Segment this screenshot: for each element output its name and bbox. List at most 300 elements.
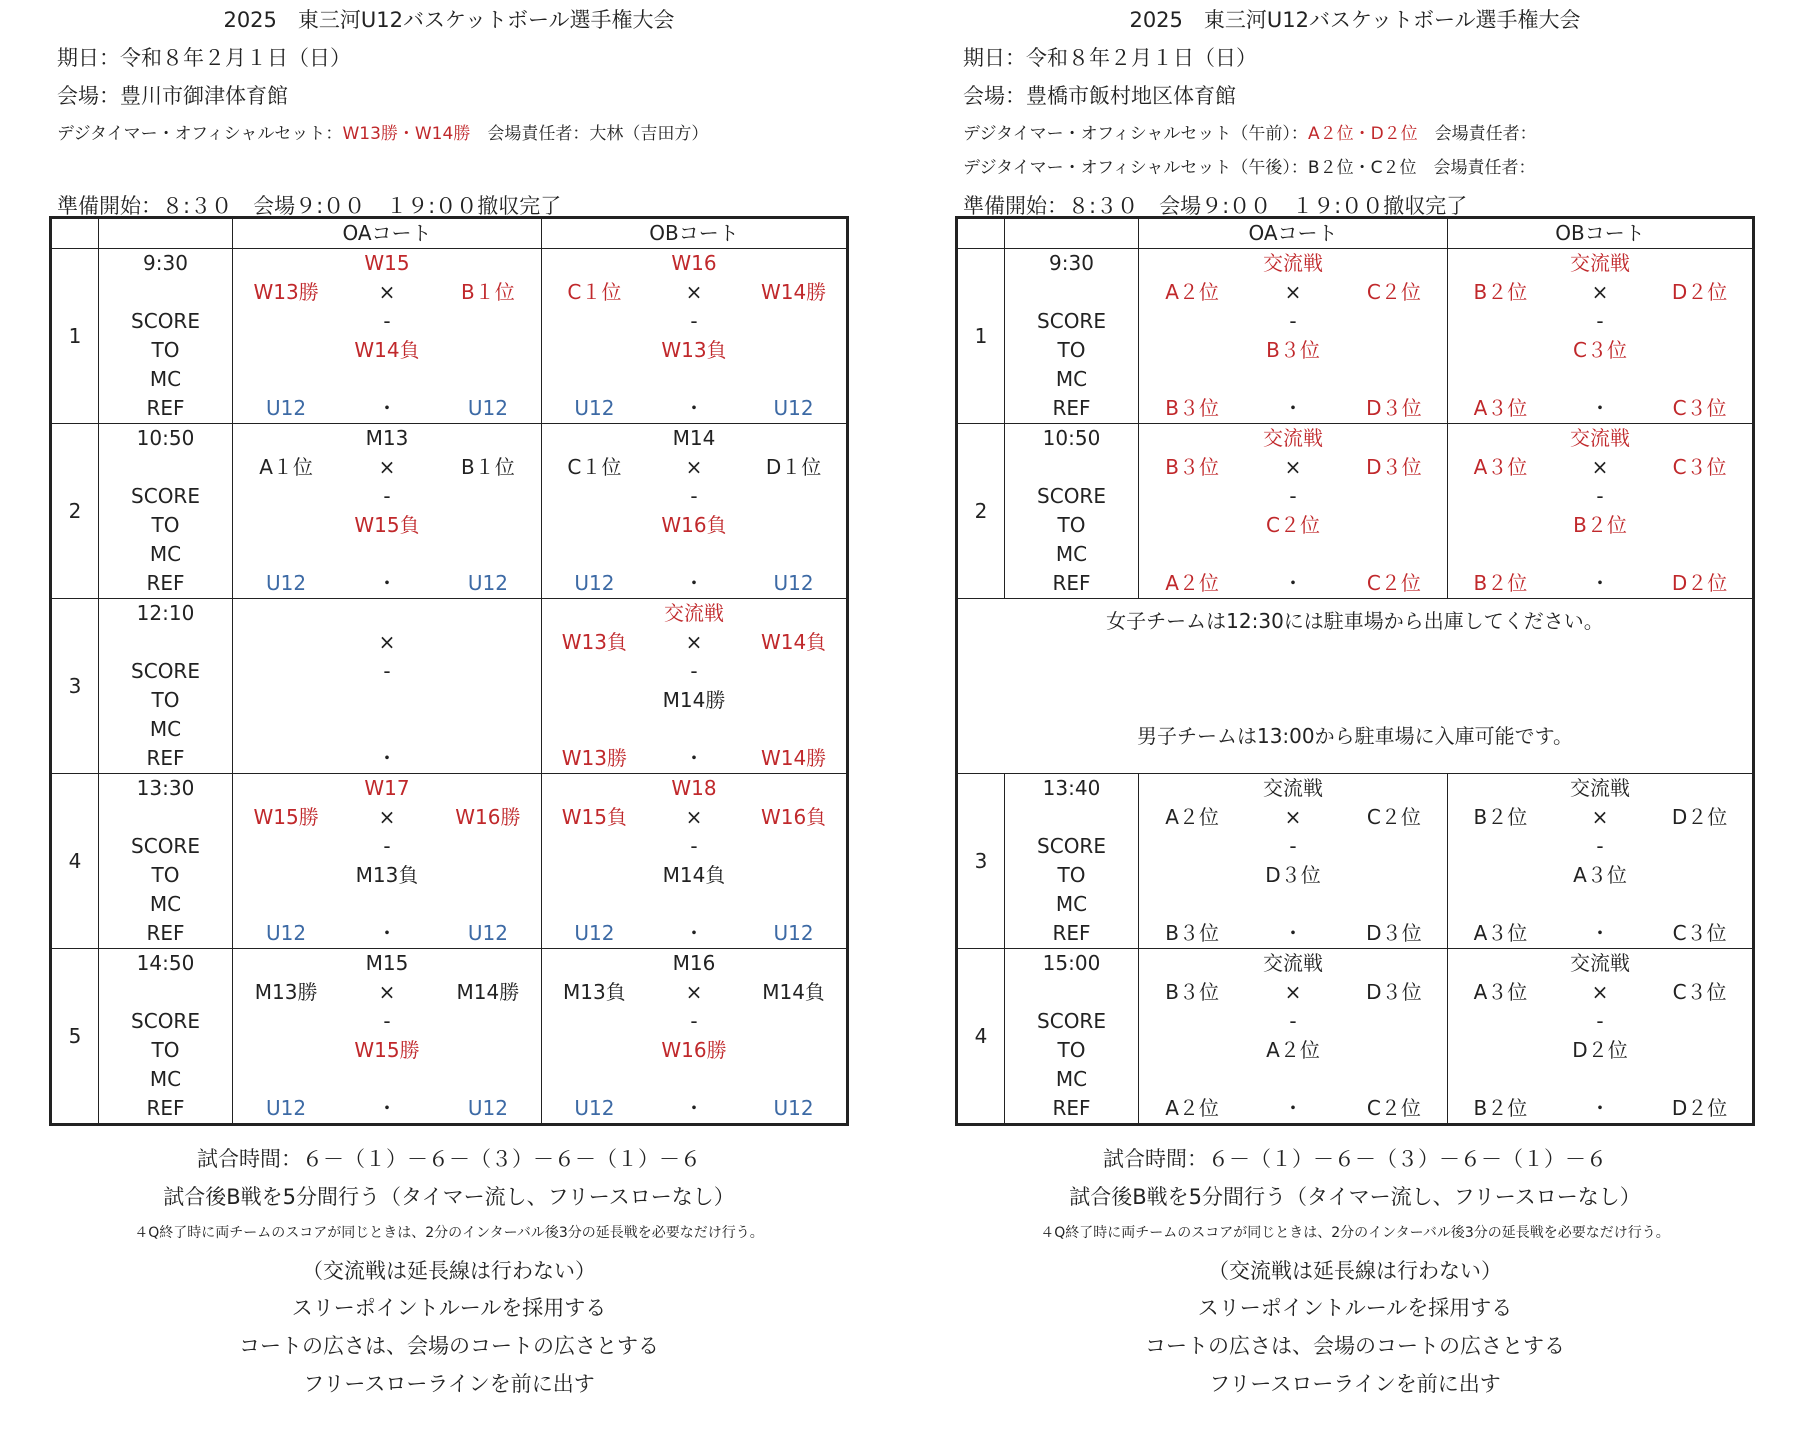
rules-line-6: コートの広さは、会場のコートの広さとする <box>1145 1334 1565 1358</box>
referee-row <box>233 569 541 598</box>
timeout-row <box>233 686 541 715</box>
rules-line-2: 試合後B戦を5分間行う（タイマー流し、フリースローなし） <box>1069 1185 1641 1209</box>
table-header-row <box>51 218 848 249</box>
team-home: A３位 <box>1473 980 1528 1004</box>
score-dash: - <box>690 1009 698 1033</box>
mc-row <box>1448 540 1752 569</box>
match-code-row <box>233 424 541 453</box>
team-away: C３位 <box>1672 980 1727 1004</box>
referee-1: B２位 <box>1473 1096 1528 1120</box>
timeout-row <box>542 511 846 540</box>
timeout-row <box>233 1036 541 1065</box>
timeout-row <box>233 861 541 890</box>
to-label: TO <box>1057 1038 1086 1062</box>
matchup-row <box>542 278 846 307</box>
score-dash: - <box>1596 309 1604 333</box>
versus-mark: × <box>685 280 703 304</box>
timeout-team: W15勝 <box>354 1038 420 1062</box>
matchup-row <box>1448 803 1752 832</box>
time-slot <box>99 599 232 773</box>
matchup-row <box>1139 803 1447 832</box>
rules-line-4: （交流戦は延長線は行わない） <box>302 1259 596 1283</box>
header-cell-3: OBコート <box>1448 218 1754 249</box>
versus-mark: × <box>685 630 703 654</box>
court-a-cell <box>1139 949 1448 1125</box>
rules-line-7: フリースローラインを前に出す <box>1209 1372 1501 1396</box>
match-code: 交流戦 <box>1570 251 1630 275</box>
mc-label: MC <box>149 542 182 566</box>
team-away: M14勝 <box>456 980 520 1004</box>
official-set-segment: デジタイマー・オフィシャルセット： <box>57 124 343 144</box>
match-card <box>1139 424 1447 598</box>
referee-dot: ・ <box>1282 921 1303 945</box>
referee-row <box>233 394 541 423</box>
match-row <box>957 774 1754 949</box>
team-away: B１位 <box>461 280 515 304</box>
versus-mark: × <box>1591 455 1609 479</box>
referee-dot: ・ <box>376 1096 397 1120</box>
matchup-row <box>1139 278 1447 307</box>
match-code: W16 <box>671 251 717 275</box>
referee-1: U12 <box>266 571 307 595</box>
referee-dot: ・ <box>1589 396 1610 420</box>
mc-label: MC <box>149 717 182 741</box>
versus-mark: × <box>1284 980 1302 1004</box>
mc-row <box>542 890 846 919</box>
score-row <box>233 832 541 861</box>
referee-row <box>1139 394 1447 423</box>
round-number: 1 <box>51 249 99 424</box>
rules-line-6: コートの広さは、会場のコートの広さとする <box>239 1334 659 1358</box>
notice-row <box>957 599 1754 774</box>
mc-row <box>1139 890 1447 919</box>
timeout-row <box>1139 861 1447 890</box>
referee-2: C２位 <box>1366 1096 1421 1120</box>
time-slot <box>1005 424 1138 598</box>
score-dash: - <box>690 834 698 858</box>
team-away: M14負 <box>762 980 825 1004</box>
referee-row <box>1139 569 1447 598</box>
to-label: TO <box>151 688 180 712</box>
mc-row <box>542 715 846 744</box>
timeout-row <box>233 336 541 365</box>
time-slot <box>1005 949 1138 1123</box>
mc-label: MC <box>149 367 182 391</box>
timeout-team: A３位 <box>1573 863 1627 887</box>
team-home: W13負 <box>561 630 628 654</box>
court-b-cell <box>1448 774 1754 949</box>
court-a-cell <box>233 424 542 599</box>
score-dash: - <box>1596 1009 1604 1033</box>
referee-2: C３位 <box>1672 396 1727 420</box>
matchup-row <box>1448 453 1752 482</box>
mc-row <box>233 540 541 569</box>
start-time: 15:00 <box>1042 951 1101 975</box>
to-label: TO <box>151 338 180 362</box>
venue: 会場：豊川市御津体育館 <box>57 84 288 108</box>
versus-mark: × <box>1591 280 1609 304</box>
rules-line-3: ４Q終了時に両チームのスコアが同じときは、2分のインターバル後3分の延長戦を必要なだけ行う。 <box>134 1225 764 1241</box>
referee-2: C３位 <box>1672 921 1727 945</box>
referee-2: C２位 <box>1366 571 1421 595</box>
team-away: W14負 <box>760 630 827 654</box>
matchup-row <box>542 803 846 832</box>
to-label: TO <box>1057 513 1086 537</box>
score-dash: - <box>1289 484 1297 508</box>
score-row <box>233 482 541 511</box>
court-a-cell <box>1139 774 1448 949</box>
matchup-row <box>233 978 541 1007</box>
referee-dot: ・ <box>683 921 704 945</box>
rules-line-2: 試合後B戦を5分間行う（タイマー流し、フリースローなし） <box>163 1185 735 1209</box>
match-card <box>233 949 541 1123</box>
score-dash: - <box>383 1009 391 1033</box>
team-away: W16負 <box>760 805 827 829</box>
header-cell-3: OBコート <box>542 218 848 249</box>
round-number: 4 <box>957 949 1005 1125</box>
score-label: SCORE <box>1037 834 1106 858</box>
start-time: 9:30 <box>1049 251 1094 275</box>
match-card <box>1448 249 1752 423</box>
time-slot-cell <box>99 424 233 599</box>
rules-line-3: ４Q終了時に両チームのスコアが同じときは、2分のインターバル後3分の延長戦を必要なだけ行う。 <box>1040 1225 1670 1241</box>
referee-row <box>542 744 846 773</box>
team-away: C２位 <box>1366 280 1421 304</box>
notice-cell <box>957 599 1754 774</box>
match-card <box>542 249 846 423</box>
match-code: 交流戦 <box>1570 776 1630 800</box>
referee-1: U12 <box>266 396 307 420</box>
mc-label: MC <box>149 892 182 916</box>
timeout-team: W16負 <box>661 513 727 537</box>
referee-1: A２位 <box>1165 1096 1219 1120</box>
start-time: 13:40 <box>1042 776 1101 800</box>
match-code-row <box>1448 949 1752 978</box>
score-label: SCORE <box>1037 484 1106 508</box>
score-row <box>1139 307 1447 336</box>
score-dash: - <box>383 484 391 508</box>
time-slot-cell <box>99 599 233 774</box>
match-code-row <box>1448 424 1752 453</box>
referee-dot: ・ <box>376 571 397 595</box>
match-code: 交流戦 <box>1570 951 1630 975</box>
timeout-team: C３位 <box>1573 338 1627 362</box>
court-b-cell <box>542 424 848 599</box>
round-number: 4 <box>51 774 99 949</box>
referee-dot: ・ <box>683 1096 704 1120</box>
score-row <box>542 832 846 861</box>
score-label: SCORE <box>131 309 200 333</box>
timeout-team: C２位 <box>1266 513 1320 537</box>
time-slot <box>99 949 232 1123</box>
score-row <box>542 307 846 336</box>
mc-row <box>233 890 541 919</box>
header-cell-2: OAコート <box>1139 218 1448 249</box>
mc-label: MC <box>1055 892 1088 916</box>
referee-dot: ・ <box>683 396 704 420</box>
mc-row <box>1448 1065 1752 1094</box>
left-sheet <box>49 0 849 1433</box>
match-code-row <box>542 949 846 978</box>
header-cell-0 <box>51 218 99 249</box>
match-card <box>1448 424 1752 598</box>
score-row <box>542 482 846 511</box>
ref-label: REF <box>1052 571 1091 595</box>
match-code: W15 <box>364 251 410 275</box>
match-code: W18 <box>671 776 717 800</box>
timeout-row <box>1448 511 1752 540</box>
referee-1: U12 <box>574 396 615 420</box>
referee-2: D２位 <box>1671 1096 1728 1120</box>
time-slot <box>1005 249 1138 423</box>
mc-row <box>233 365 541 394</box>
start-time: 10:50 <box>136 426 195 450</box>
versus-mark: × <box>685 455 703 479</box>
score-dash: - <box>383 309 391 333</box>
header-cell-1 <box>99 218 233 249</box>
match-card <box>542 949 846 1123</box>
referee-1: W13勝 <box>561 746 628 770</box>
mc-row <box>542 540 846 569</box>
start-time: 9:30 <box>143 251 188 275</box>
matchup-row <box>542 628 846 657</box>
match-row <box>51 599 848 774</box>
matchup-row <box>1139 453 1447 482</box>
match-row <box>51 249 848 424</box>
referee-row <box>1448 394 1752 423</box>
timeout-row <box>542 1036 846 1065</box>
matchup-row <box>1448 278 1752 307</box>
score-dash: - <box>690 484 698 508</box>
versus-mark: × <box>378 805 396 829</box>
matchup-row <box>233 453 541 482</box>
score-row <box>1448 832 1752 861</box>
match-code: M15 <box>365 951 409 975</box>
court-a-cell <box>1139 249 1448 424</box>
score-label: SCORE <box>1037 1009 1106 1033</box>
versus-mark: × <box>1591 805 1609 829</box>
court-b-cell <box>542 949 848 1125</box>
mc-row <box>542 365 846 394</box>
time-slot-cell <box>99 774 233 949</box>
team-home: B２位 <box>1473 805 1528 829</box>
referee-row <box>1448 569 1752 598</box>
score-row <box>1139 1007 1447 1036</box>
event-date: 期日：令和８年２月１日（日） <box>57 46 351 70</box>
timeout-row <box>542 686 846 715</box>
mc-row <box>1448 890 1752 919</box>
referee-dot: ・ <box>1282 571 1303 595</box>
match-code: 交流戦 <box>1263 776 1323 800</box>
rules-line-7: フリースローラインを前に出す <box>303 1372 595 1396</box>
official-set-segment: 会場責任者：大林（吉田方） <box>470 124 709 144</box>
team-away: C２位 <box>1366 805 1421 829</box>
match-code-row <box>542 424 846 453</box>
mc-label: MC <box>1055 542 1088 566</box>
official-set-line <box>963 119 1537 144</box>
ref-label: REF <box>146 1096 185 1120</box>
referee-1: A２位 <box>1165 571 1219 595</box>
referee-row <box>1139 1094 1447 1123</box>
referee-1: A３位 <box>1473 921 1528 945</box>
score-label: SCORE <box>131 1009 200 1033</box>
ref-label: REF <box>1052 396 1091 420</box>
match-code: 交流戦 <box>664 601 724 625</box>
match-code-row <box>233 774 541 803</box>
rules-line-1: 試合時間：６－（１）－６－（３）－６－（１）－６ <box>197 1147 701 1171</box>
score-row <box>233 307 541 336</box>
match-card <box>233 249 541 423</box>
match-row <box>957 249 1754 424</box>
score-row <box>1139 482 1447 511</box>
court-a-cell <box>233 774 542 949</box>
referee-2: U12 <box>467 571 508 595</box>
timeout-row <box>542 861 846 890</box>
court-b-cell <box>542 774 848 949</box>
time-slot-cell <box>99 949 233 1125</box>
team-home: B３位 <box>1165 980 1219 1004</box>
court-b-cell <box>1448 949 1754 1125</box>
referee-2: U12 <box>773 396 814 420</box>
team-away: D３位 <box>1366 455 1422 479</box>
match-row <box>957 949 1754 1125</box>
referee-1: U12 <box>266 921 307 945</box>
referee-1: U12 <box>574 921 615 945</box>
matchup-row <box>233 803 541 832</box>
to-label: TO <box>1057 863 1086 887</box>
official-set-segment: W13勝・W14勝 <box>342 124 471 144</box>
ref-label: REF <box>1052 921 1091 945</box>
match-code-row <box>233 249 541 278</box>
mc-row <box>1139 540 1447 569</box>
time-slot-cell <box>99 249 233 424</box>
match-code: W17 <box>364 776 410 800</box>
time-slot-cell <box>1005 949 1139 1125</box>
team-home: W13勝 <box>253 280 319 304</box>
team-home: A２位 <box>1165 280 1219 304</box>
match-code: M14 <box>672 426 716 450</box>
matchup-row <box>1448 978 1752 1007</box>
referee-dot: ・ <box>1282 1096 1303 1120</box>
referee-1: U12 <box>574 1096 615 1120</box>
referee-dot: ・ <box>1282 396 1303 420</box>
match-code-row <box>542 249 846 278</box>
score-label: SCORE <box>131 834 200 858</box>
to-label: TO <box>151 863 180 887</box>
time-slot <box>99 774 232 948</box>
mc-row <box>233 715 541 744</box>
score-row <box>233 657 541 686</box>
court-a-cell <box>233 249 542 424</box>
official-set-segment: デジタイマー・オフィシャルセット（午後）：B２位・C２位 会場責任者： <box>963 158 1536 178</box>
timeout-team: M14勝 <box>662 688 726 712</box>
mc-label: MC <box>1055 1067 1088 1091</box>
referee-1: U12 <box>266 1096 307 1120</box>
timeout-row <box>233 511 541 540</box>
versus-mark: × <box>378 980 396 1004</box>
match-card <box>1139 949 1447 1123</box>
mc-row <box>542 1065 846 1094</box>
score-row <box>1139 832 1447 861</box>
referee-row <box>233 744 541 773</box>
match-code-row <box>1139 949 1447 978</box>
match-code-row <box>542 599 846 628</box>
match-code-row <box>1139 774 1447 803</box>
match-code: M16 <box>672 951 716 975</box>
versus-mark: × <box>1284 280 1302 304</box>
team-home: C１位 <box>567 455 622 479</box>
court-b-cell <box>542 249 848 424</box>
referee-2: D２位 <box>1671 571 1728 595</box>
match-card <box>233 774 541 948</box>
team-away: D１位 <box>765 455 822 479</box>
timeout-team: D２位 <box>1572 1038 1628 1062</box>
timeout-team: W14負 <box>354 338 420 362</box>
match-row <box>51 774 848 949</box>
sheet-title: 2025 東三河U12バスケットボール選手権大会 <box>223 8 675 32</box>
rules-line-4: （交流戦は延長線は行わない） <box>1208 1259 1502 1283</box>
mc-label: MC <box>149 1067 182 1091</box>
timeout-team: M14負 <box>662 863 726 887</box>
referee-2: U12 <box>773 921 814 945</box>
match-code: M13 <box>365 426 409 450</box>
to-label: TO <box>1057 338 1086 362</box>
referee-dot: ・ <box>1589 1096 1610 1120</box>
team-home: B２位 <box>1473 280 1528 304</box>
score-dash: - <box>1289 834 1297 858</box>
round-number: 2 <box>51 424 99 599</box>
court-a-cell <box>233 949 542 1125</box>
to-label: TO <box>151 513 180 537</box>
referee-1: B３位 <box>1165 921 1219 945</box>
referee-dot: ・ <box>683 571 704 595</box>
referee-2: D３位 <box>1366 396 1422 420</box>
match-code-row <box>1139 424 1447 453</box>
versus-mark: × <box>1284 455 1302 479</box>
team-home: M13勝 <box>254 980 318 1004</box>
score-row <box>1448 482 1752 511</box>
referee-dot: ・ <box>376 396 397 420</box>
score-label: SCORE <box>131 484 200 508</box>
round-number: 3 <box>51 599 99 774</box>
match-code-row <box>1448 774 1752 803</box>
court-a-cell <box>233 599 542 774</box>
referee-1: U12 <box>574 571 615 595</box>
referee-1: A３位 <box>1473 396 1528 420</box>
time-slot <box>99 249 232 423</box>
timeout-team: B２位 <box>1573 513 1627 537</box>
match-card <box>1448 774 1752 948</box>
table-header-row <box>957 218 1754 249</box>
score-dash: - <box>1596 834 1604 858</box>
start-time: 12:10 <box>136 601 195 625</box>
schedule-table <box>49 216 849 1126</box>
team-home: C１位 <box>567 280 622 304</box>
referee-row <box>1448 919 1752 948</box>
header-cell-2: OAコート <box>233 218 542 249</box>
mc-row <box>1448 365 1752 394</box>
timeout-row <box>1139 511 1447 540</box>
start-time: 10:50 <box>1042 426 1101 450</box>
to-label: TO <box>151 1038 180 1062</box>
match-card <box>1139 774 1447 948</box>
versus-mark: × <box>378 455 396 479</box>
sheet-title: 2025 東三河U12バスケットボール選手権大会 <box>1129 8 1581 32</box>
score-dash: - <box>1289 1009 1297 1033</box>
referee-2: D３位 <box>1366 921 1422 945</box>
match-card <box>1139 249 1447 423</box>
mc-label: MC <box>1055 367 1088 391</box>
